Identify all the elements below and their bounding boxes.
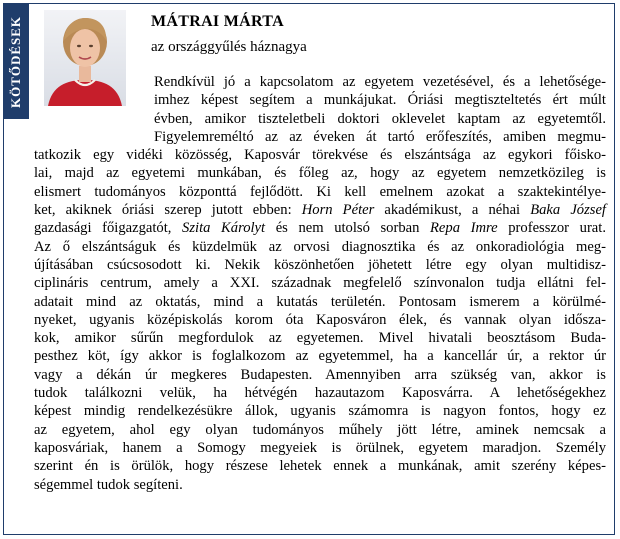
person-mention: Baka József xyxy=(530,202,606,219)
body-line xyxy=(34,293,606,311)
body-text-segment: évben, amikor tiszteletbeli doktori oklevelet kaptam az egyetemtől. xyxy=(154,110,606,127)
person-mention: Szita Károlyt xyxy=(182,220,266,237)
body-text-segment: ket, akiknek óriási szerep jutott ebben: xyxy=(34,202,302,219)
article-box xyxy=(3,3,615,535)
body-text-segment: imhez képest segítem a munkájukat. Óriási megtiszteltetés ért múlt xyxy=(154,92,606,109)
body-text-segment: képest mindig rendelkezésükre állok, ugyanis számomra is nagyon fontos, hogy ez xyxy=(34,403,606,420)
body-line xyxy=(34,329,606,347)
body-line xyxy=(34,256,606,274)
body-text-segment: gazdasági főigazgatót, xyxy=(34,220,183,237)
body-line xyxy=(34,402,606,420)
body-text-segment: akadémikust, a néhai xyxy=(374,202,531,219)
body-line xyxy=(34,128,606,146)
body-line xyxy=(34,201,606,219)
body-text-segment: Figyelemreméltó az az éveken át tartó erőfeszítés, amiben megmu- xyxy=(154,128,606,145)
body-line xyxy=(34,366,606,384)
person-mention: Repa Imre xyxy=(430,220,498,237)
body-text-segment: adatait mind az oktatás, mind a kutatás területén. Pontosam ismerem a körülmé- xyxy=(34,293,606,310)
body-line xyxy=(34,91,606,109)
article-body xyxy=(34,73,606,494)
body-text-segment: lai, majd az egyetemi munkában, és főleg az, hogy az egyetem nemzetközileg is xyxy=(34,165,606,182)
person-role: az országgyűlés háznagya xyxy=(151,39,307,55)
body-line xyxy=(34,164,606,182)
body-line xyxy=(34,110,606,128)
body-text-segment: nyeket, ugyanis középiskolás korom óta Kaposváron élek, és vannak olyan idősza- xyxy=(34,311,606,328)
body-line xyxy=(34,311,606,329)
body-line xyxy=(34,439,606,457)
section-sidebar xyxy=(4,4,29,119)
body-line xyxy=(34,73,606,91)
body-line xyxy=(34,457,606,475)
body-text-segment: vagy a dékán úr megkeres Budapesten. Amennyiben arra szükség van, akkor is xyxy=(34,366,606,383)
body-line xyxy=(34,476,606,494)
body-line xyxy=(34,274,606,292)
body-text-segment: ciplináris centrum, amely a XXI. századnak megfelelő színvonalon tudja ellátni fel- xyxy=(34,275,606,292)
body-line xyxy=(34,146,606,164)
body-line xyxy=(34,421,606,439)
body-line xyxy=(34,384,606,402)
body-text-segment: szerint én is örülök, hogy részese lehetek ennek a munkának, amit szerény képes- xyxy=(34,458,606,475)
body-text-segment: kok, amikor sűrűn megfordulok az egyetemen. Mivel hivatali beosztásom Buda- xyxy=(34,330,606,347)
body-line xyxy=(34,219,606,237)
person-name: MÁTRAI MÁRTA xyxy=(151,13,284,30)
body-text-segment: és nem utolsó sorban xyxy=(265,220,431,237)
body-text-segment: az egyetem, ahol egy olyan tudományos műhely jött létre, aminek nemcsak a xyxy=(34,421,606,438)
body-text-segment: elismert tudományos központtá fejlődött. Ki kell emelnem azokat a szaktekintélye- xyxy=(34,183,606,200)
body-text-segment: kaposváriak, hanem a Somogy megyeiek is örülnek, egyetem maradjon. Személy xyxy=(34,439,606,456)
body-text-segment: Az ő elszántságuk és küzdelmük az orvosi diagnosztika és az onkoradiológia meg- xyxy=(34,238,606,255)
body-line xyxy=(34,238,606,256)
body-line xyxy=(34,183,606,201)
body-text-segment: professzor urat. xyxy=(497,220,606,237)
body-text-segment: Rendkívül jó a kapcsolatom az egyetem vezetésével, és a lehetősége- xyxy=(154,74,606,90)
body-line xyxy=(34,347,606,365)
body-text-segment: tudok találkozni velük, ha hétvégén hazautazom Kaposvárra. A lehetőségekhez xyxy=(34,385,606,402)
body-text-segment: ségemmel tudok segíteni. xyxy=(34,476,183,493)
body-text-segment: pesthez köt, így akkor is foglalkozom az egyetemmel, ha a kancellár úr, a rektor úr xyxy=(34,348,606,365)
person-mention: Horn Péter xyxy=(301,202,375,219)
body-text-segment: újításában csúcsosodott ki. Nekik köszönhetően jöhetett létre egy olyan multidisz- xyxy=(34,256,606,273)
body-text-segment: tatkozik egy vidéki közösség, Kaposvár törekvése és elszántsága az egykori főisko- xyxy=(34,147,606,164)
section-label: KÖTŐDÉSEK xyxy=(8,15,23,109)
